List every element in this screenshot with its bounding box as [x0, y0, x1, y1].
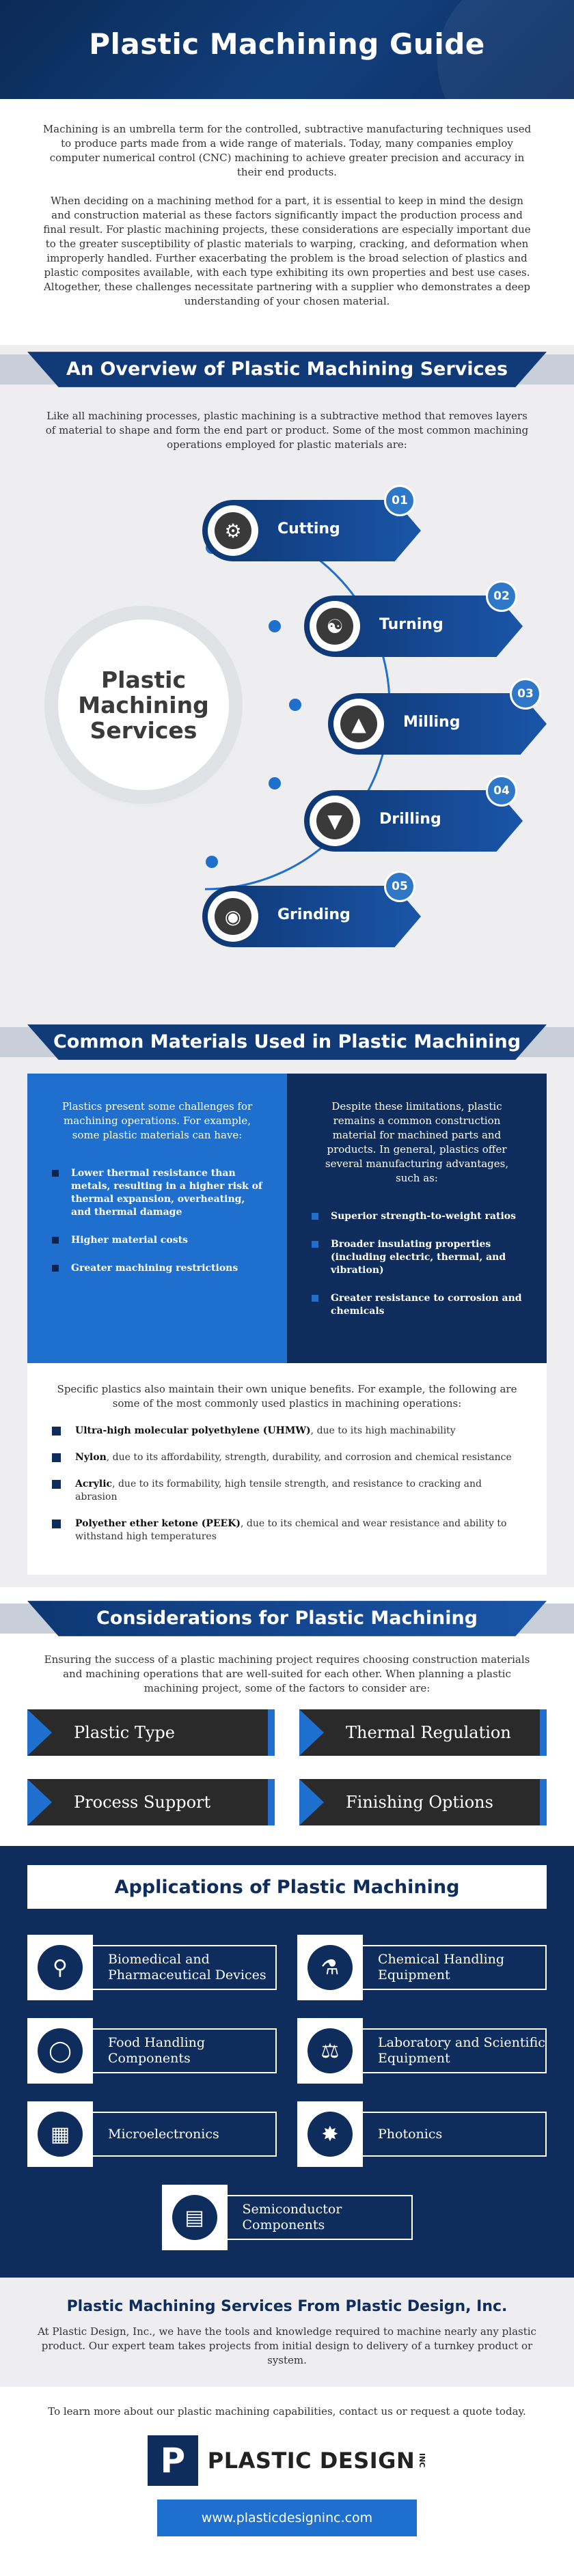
company-section: [0, 2278, 574, 2387]
plastic-desc: , due to its affordability, strength, durability, and corrosion and chemical resistance: [106, 1452, 512, 1463]
intro-section: [0, 99, 574, 338]
plastic-name: Polyether ether ketone (PEEK): [75, 1518, 241, 1529]
section-title: Considerations for Plastic Machining: [96, 1608, 478, 1629]
website-link[interactable]: www.plasticdesigninc.com: [157, 2500, 417, 2536]
factor-label: Thermal Regulation: [346, 1723, 511, 1742]
factor-card: [27, 1779, 275, 1825]
list-item: Greater machining restrictions: [52, 1262, 262, 1275]
list-item: Lower thermal resistance than metals, resulting in a higher risk of thermal expansion, overheating, and thermal damage: [52, 1167, 262, 1219]
factor-card: [299, 1779, 547, 1825]
process-grinding: [202, 880, 421, 947]
process-label: Drilling: [379, 811, 441, 828]
applications-grid: [27, 1935, 547, 2250]
process-label: Cutting: [277, 520, 340, 537]
process-milling: [328, 687, 547, 755]
process-wheel: [0, 459, 574, 985]
list-item: [52, 1451, 522, 1464]
beakers-icon: ⚖: [308, 2028, 353, 2073]
list-item: [52, 1425, 522, 1438]
application-label: Photonics: [363, 2112, 547, 2157]
application-label: Microelectronics: [93, 2112, 277, 2157]
factor-card: [299, 1709, 547, 1756]
application-item: [27, 2018, 277, 2084]
applications-section: [0, 1846, 574, 2278]
list-item: Superior strength-to-weight ratios: [312, 1210, 522, 1223]
process-drilling: [304, 784, 523, 852]
challenges-heading: Plastics present some challenges for machining operations. For example, some plastic materials can have:: [62, 1100, 253, 1141]
logo-name: PLASTIC DESIGN: [207, 2448, 415, 2474]
application-item: [162, 2185, 413, 2250]
overview-lead: Like all machining processes, plastic machining is a subtractive method that removes layers of material to shape and form the end part or product. Some of the most common machining operations employed for plastic materials are:: [45, 410, 529, 451]
microchip-icon: ▦: [38, 2112, 83, 2157]
section-banner: [27, 1865, 547, 1909]
advantages-heading: Despite these limitations, plastic remains a common construction material for machined parts and products. In general, plastics offer several manufacturing advantages, such as:: [325, 1100, 509, 1184]
list-item: [52, 1478, 522, 1504]
section-banner: [0, 1594, 574, 1643]
process-label: Milling: [403, 714, 461, 731]
factor-label: Plastic Type: [74, 1723, 175, 1742]
list-item: Higher material costs: [52, 1234, 262, 1247]
process-number: 05: [384, 871, 415, 902]
cutting-machine-icon: ⚙: [215, 512, 251, 549]
application-item: [297, 2018, 547, 2084]
application-label: Biomedical and Pharmaceutical Devices: [93, 1945, 277, 1990]
grinder-icon: ◉: [215, 898, 251, 935]
plastic-name: Acrylic: [75, 1479, 113, 1489]
plastic-name: Ultra-high molecular polyethylene (UHMW): [75, 1425, 311, 1436]
intro-paragraph: When deciding on a machining method for a part, it is essential to keep in mind the design and construction material as these factors significantly impact the production process and final result. For plastic machining projects, these considerations are especially important due to the greater susceptibility of plastic materials to warping, cracking, and deformation when improperly handled. Further exacerbating the problem is the broad selection of plastics and plastic composites available, with each type exhibiting its own properties and best use cases. Altogether, these challenges necessitate partnering with a supplier who demonstrates a deep understanding of your chosen material.: [43, 195, 531, 307]
transistor-icon: ▤: [172, 2195, 217, 2240]
process-label: Grinding: [277, 906, 351, 923]
materials-section: [0, 1001, 574, 1587]
application-label: Laboratory and Scientific Equipment: [363, 2028, 547, 2073]
list-item: [52, 1517, 522, 1543]
lathe-icon: ☯: [316, 608, 353, 645]
plastics-heading: Specific plastics also maintain their own unique benefits. For example, the following are some of the most commonly used plastics in machining operations:: [57, 1383, 517, 1410]
list-item: Broader insulating properties (including electric, thermal, and vibration): [312, 1238, 522, 1277]
process-number: 01: [384, 485, 415, 516]
lab-flask-icon: ⚗: [308, 1945, 353, 1990]
microscope-icon: ⚲: [38, 1945, 83, 1990]
challenges-column: [27, 1074, 287, 1363]
process-number: 04: [486, 775, 517, 807]
drill-bit-icon: ▼: [316, 802, 353, 839]
light-burst-icon: ✸: [308, 2112, 353, 2157]
logo-inc: INC: [418, 2453, 427, 2468]
milling-icon: ▲: [340, 705, 377, 742]
section-banner: [0, 1018, 574, 1067]
plastic-desc: , due to its high machinability: [310, 1425, 456, 1436]
cta-text: To learn more about our plastic machining capabilities, contact us or request a quote today.: [48, 2405, 526, 2418]
company-body: At Plastic Design, Inc., we have the tools and knowledge required to machine nearly any plastic product. Our expert team takes projects from initial design to delivery of a turnkey product or system.: [38, 2325, 536, 2366]
factor-grid: [27, 1709, 547, 1825]
footer: [0, 2387, 574, 2564]
hero-header: [0, 0, 574, 99]
company-logo[interactable]: [27, 2435, 547, 2486]
hub-circle: [58, 619, 229, 790]
company-heading: Plastic Machining Services From Plastic Design, Inc.: [66, 2298, 508, 2315]
list-item: Greater resistance to corrosion and chemicals: [312, 1292, 522, 1318]
section-title: Applications of Plastic Machining: [114, 1876, 460, 1898]
overview-section: [0, 345, 574, 1001]
materials-columns: [27, 1074, 547, 1363]
application-item: [297, 1935, 547, 2000]
logo-mark: P: [148, 2435, 198, 2486]
application-item: [27, 1935, 277, 2000]
application-label: Chemical Handling Equipment: [363, 1945, 547, 1990]
factor-label: Finishing Options: [346, 1793, 493, 1812]
plastics-list-panel: [27, 1363, 547, 1575]
plastic-name: Nylon: [75, 1452, 107, 1463]
section-banner: [0, 345, 574, 394]
advantages-column: [287, 1074, 547, 1363]
process-number: 03: [510, 678, 541, 710]
factor-label: Process Support: [74, 1793, 211, 1812]
application-label: Food Handling Components: [93, 2028, 277, 2073]
application-label: Semiconductor Components: [228, 2195, 413, 2240]
application-item: [27, 2101, 277, 2167]
plastic-desc: , due to its formability, high tensile strength, and resistance to cracking and abrasion: [75, 1479, 482, 1502]
section-title: An Overview of Plastic Machining Services: [66, 359, 508, 380]
process-number: 02: [486, 580, 517, 612]
considerations-lead: Ensuring the success of a plastic machining project requires choosing construction materials and machining operations that are well-suited for each other. When planning a plastic machining project, some of the factors to consider are:: [44, 1653, 530, 1694]
page-title: Plastic Machining Guide: [89, 27, 485, 61]
application-item: [297, 2101, 547, 2167]
intro-paragraph: Machining is an umbrella term for the controlled, subtractive manufacturing techniques used to produce parts made from a wide range of materials. Today, many companies employ computer numerical control (CNC) machining to achieve greater precision and accuracy in their end products.: [42, 123, 532, 178]
plastic-desc: , due to its chemical and wear resistance and ability to withstand high temperatures: [75, 1518, 507, 1542]
plate-utensils-icon: ◯: [38, 2028, 83, 2073]
process-label: Turning: [379, 616, 443, 633]
process-turning: [304, 589, 523, 657]
considerations-section: [0, 1594, 574, 1846]
process-cutting: [202, 494, 421, 561]
factor-card: [27, 1709, 275, 1756]
section-title: Common Materials Used in Plastic Machining: [53, 1031, 521, 1052]
hub-label: Plastic Machining Services: [78, 666, 209, 744]
